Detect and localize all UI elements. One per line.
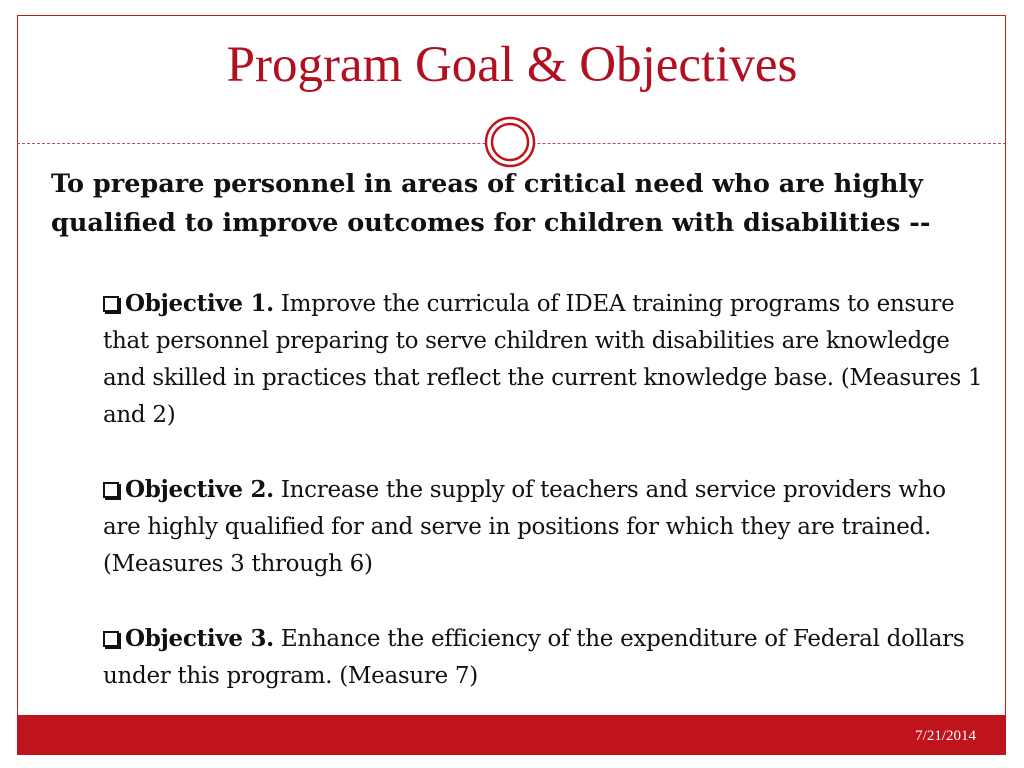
footer-bar [17,715,1006,755]
checkbox-square-icon [103,631,119,647]
slide-date: 7/21/2014 [915,728,976,744]
slide-title: Program Goal & Objectives [226,37,798,93]
objective-text: Enhance the efficiency of the expenditure of Federal dollars under this program. (Measure 7) [103,626,965,689]
checkbox-square-icon [103,296,119,312]
objective-text: Increase the supply of teachers and service providers who are highly qualified for and serve in positions for which they are trained. (Measures 3 through 6) [103,477,946,577]
objective-lead: Objective 1. [125,290,274,317]
double-circle-icon [484,116,536,168]
objectives-list [103,285,983,732]
objective-text: Improve the curricula of IDEA training programs to ensure that personnel preparing to serve children with disabilities are knowledge and skilled in practices that reflect the current knowledge base. (Measures 1 and 2) [103,291,983,428]
objective-lead: Objective 2. [125,476,274,503]
objective-item [103,471,983,583]
objective-item [103,620,983,695]
program-goal: To prepare personnel in areas of critical need who are highly qualified to improve outcomes for children with disabilities -- [51,169,931,238]
objective-item [103,285,983,434]
checkbox-square-icon [103,482,119,498]
objective-lead: Objective 3. [125,625,274,652]
